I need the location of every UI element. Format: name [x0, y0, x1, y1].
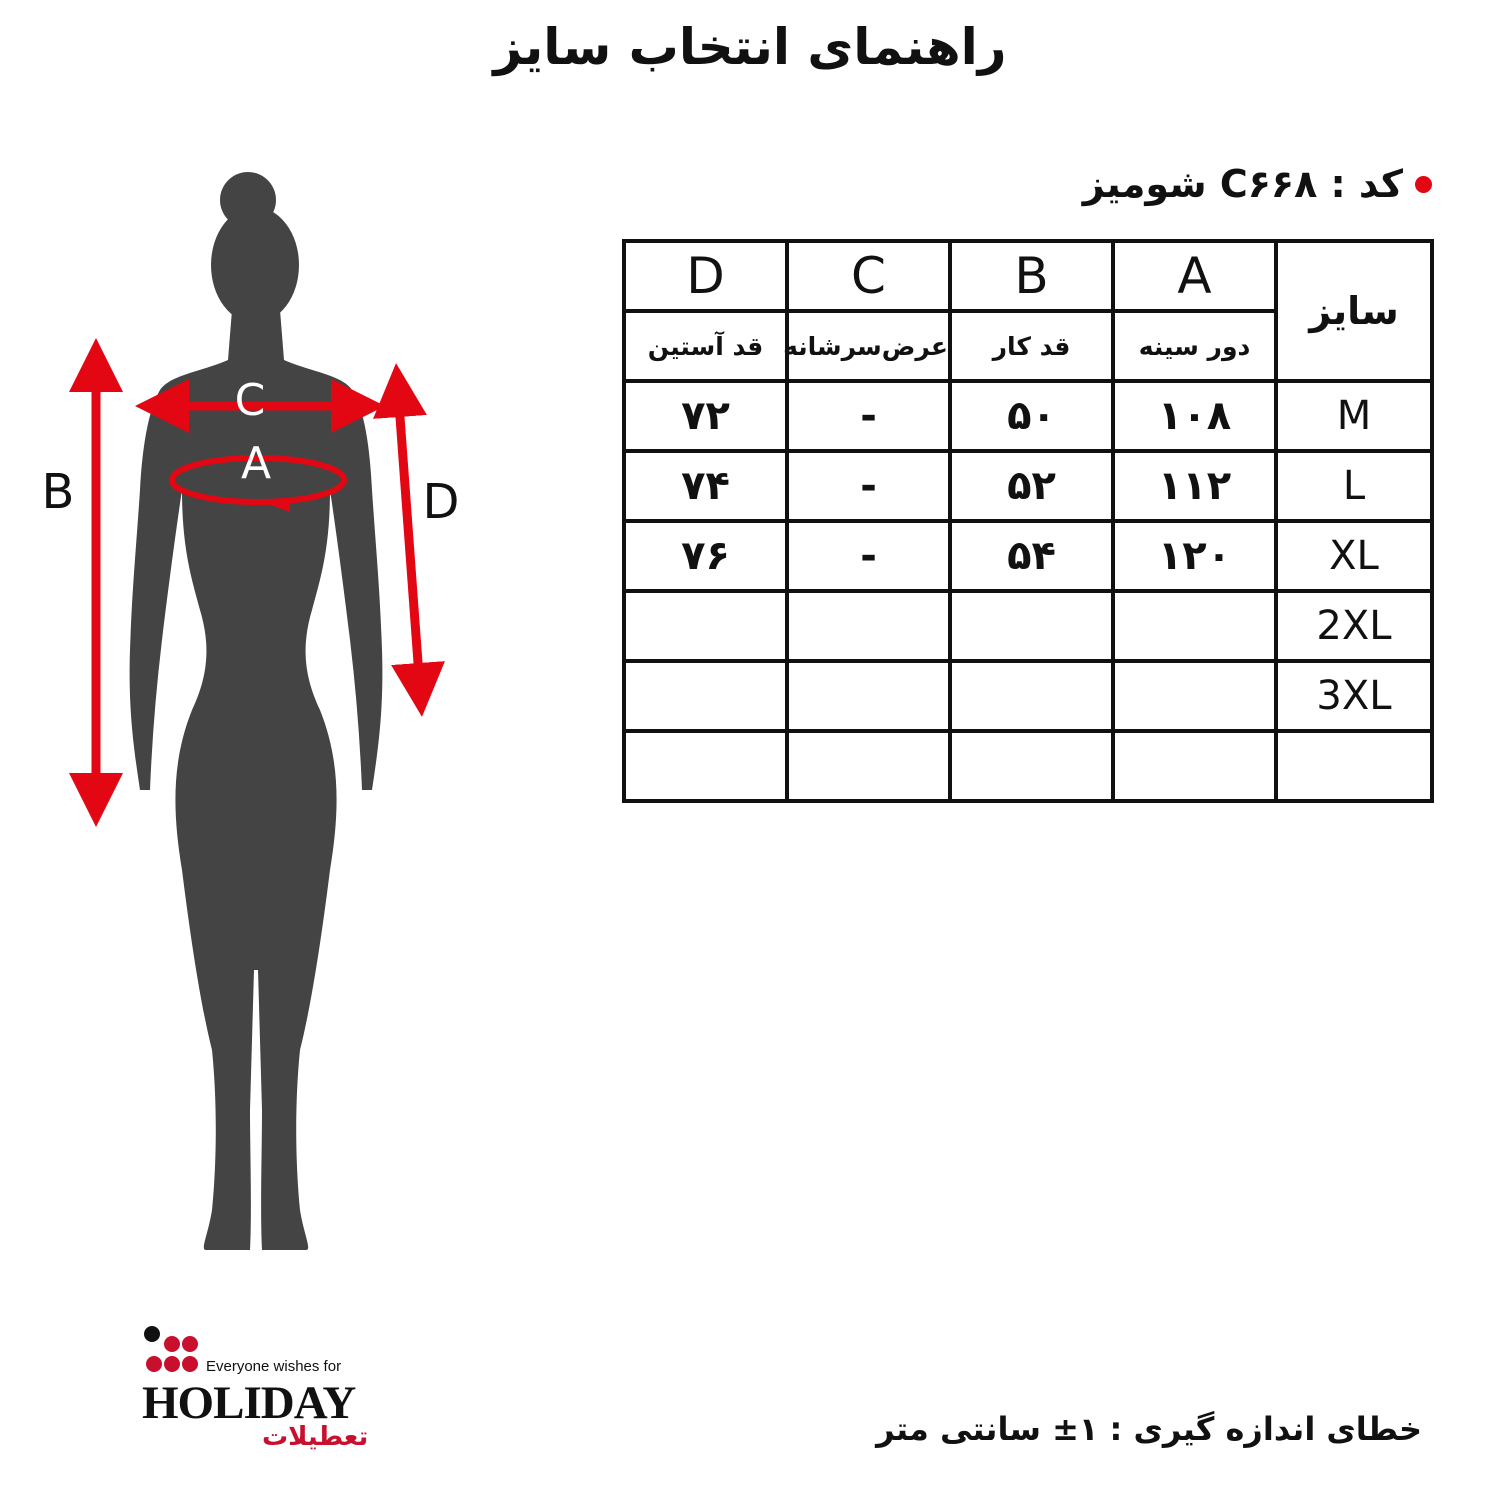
table-row [624, 591, 1432, 661]
table-cell: - [787, 451, 950, 521]
logo-tagline: Everyone wishes for [206, 1358, 342, 1375]
table-cell [1113, 591, 1276, 661]
size-label: M [1276, 381, 1432, 451]
column-letter-c: C [787, 241, 950, 311]
size-table [622, 239, 1434, 803]
table-cell [787, 591, 950, 661]
label-d: D [422, 474, 460, 530]
table-cell [787, 731, 950, 801]
logo-brand-fa: تعطیلات [262, 1422, 369, 1452]
holiday-logo [142, 1320, 382, 1460]
table-cell: ۱۱۲ [1113, 451, 1276, 521]
table-row [624, 451, 1432, 521]
table-cell: ۱۰۸ [1113, 381, 1276, 451]
column-letter-d: D [624, 241, 787, 311]
logo-brand: HOLIDAY [142, 1377, 356, 1429]
table-row [624, 661, 1432, 731]
body-silhouette-svg [0, 150, 560, 1270]
table-cell [624, 661, 787, 731]
label-b: B [41, 464, 75, 520]
table-cell: ۵۰ [950, 381, 1113, 451]
column-letter-b: B [950, 241, 1113, 311]
size-column-header: سایز [1276, 241, 1432, 381]
product-code-text: کد : C۶۶۸ شومیز [1082, 162, 1403, 206]
size-label: 3XL [1276, 661, 1432, 731]
table-cell [950, 591, 1113, 661]
table-cell [950, 661, 1113, 731]
table-cell [1113, 731, 1276, 801]
table-cell [950, 731, 1113, 801]
table-row [624, 521, 1432, 591]
column-name-d: قد آستین [624, 311, 787, 381]
table-cell: ۷۶ [624, 521, 787, 591]
column-name-a: دور سینه [1113, 311, 1276, 381]
woman-silhouette-icon [130, 172, 383, 1250]
measurement-error-note: خطای اندازه گیری : ۱± سانتی متر [876, 1410, 1422, 1448]
table-cell [624, 731, 787, 801]
column-letter-a: A [1113, 241, 1276, 311]
page-title: راهنمای انتخاب سایز [493, 18, 1007, 76]
table-cell [1113, 661, 1276, 731]
label-c: C [234, 375, 266, 426]
table-cell: ۵۴ [950, 521, 1113, 591]
table-row [624, 731, 1432, 801]
column-name-b: قد کار [950, 311, 1113, 381]
table-cell: ۷۲ [624, 381, 787, 451]
body-measurement-figure [0, 150, 560, 1270]
table-row [624, 381, 1432, 451]
label-a: A [240, 438, 272, 489]
bullet-dot-icon [1415, 176, 1432, 193]
measure-d-arrow [398, 390, 420, 690]
table-cell [787, 661, 950, 731]
table-cell: ۷۴ [624, 451, 787, 521]
size-label [1276, 731, 1432, 801]
logo-dots-icon [142, 1320, 206, 1372]
size-label: XL [1276, 521, 1432, 591]
product-code [1083, 162, 1432, 206]
column-name-c: عرض‌سرشانه [787, 311, 950, 381]
table-cell: ۵۲ [950, 451, 1113, 521]
table-header-letters-row [624, 241, 1432, 311]
size-label: 2XL [1276, 591, 1432, 661]
table-cell: - [787, 381, 950, 451]
table-cell: - [787, 521, 950, 591]
size-label: L [1276, 451, 1432, 521]
table-cell: ۱۲۰ [1113, 521, 1276, 591]
table-cell [624, 591, 787, 661]
